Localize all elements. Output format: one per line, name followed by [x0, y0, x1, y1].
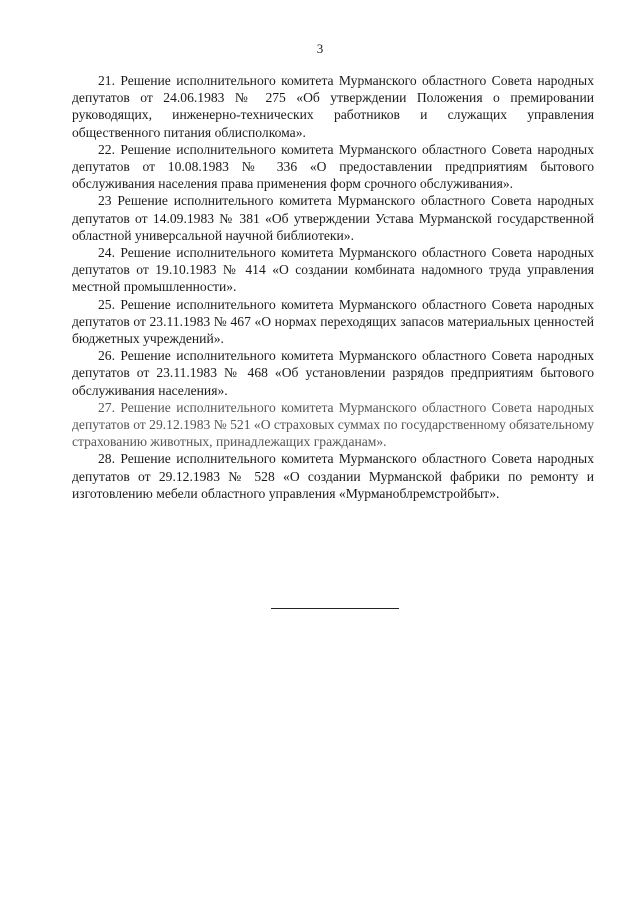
page-number: 3	[316, 41, 324, 56]
list-item: 26. Решение исполнительного комитета Мурманского областного Совета народных депутатов от 23.11.1983 № 468 «Об установлении разрядов предприятиям бытового обслуживания населения».	[72, 348, 594, 398]
document-body	[72, 72, 594, 502]
list-item: 25. Решение исполнительного комитета Мурманского областного Совета народных депутатов от 23.11.1983 № 467 «О нормах переходящих запасов материальных ценностей бюджетных учреждений».	[72, 296, 594, 347]
list-item: 21. Решение исполнительного комитета Мурманского областного Совета народных депутатов от 24.06.1983 № 275 «Об утверждении Положения о премировании руководящих, инженерно-технических работников и служащих управления общественного питания облисполкома».	[72, 73, 594, 140]
list-item: 23 Решение исполнительного комитета Мурманского областного Совета народных депутатов от 14.09.1983 № 381 «Об утверждении Устава Мурманской государственной областной универсальной научной библиотеки».	[72, 193, 594, 243]
list-item: 22. Решение исполнительного комитета Мурманского областного Совета народных депутатов от 10.08.1983 № 336 «О предоставлении предприятиям бытового обслуживания населения права применения форм срочного обслуживания».	[72, 141, 594, 192]
list-item: 27. Решение исполнительного комитета Мурманского областного Совета народных депутатов от 29.12.1983 № 521 «О страховых суммах по государственному обязательному страхованию животных, принадлежащих гражданам».	[72, 399, 594, 450]
end-divider-line	[271, 608, 399, 609]
list-item: 28. Решение исполнительного комитета Мурманского областного Совета народных депутатов от 29.12.1983 № 528 «О создании Мурманской фабрики по ремонту и изготовлению мебели областного управления «Мурманоблремстройбыт».	[72, 451, 594, 501]
list-item: 24. Решение исполнительного комитета Мурманского областного Совета народных депутатов от 19.10.1983 № 414 «О создании комбината надомного труда управления местной промышленности».	[72, 245, 594, 295]
